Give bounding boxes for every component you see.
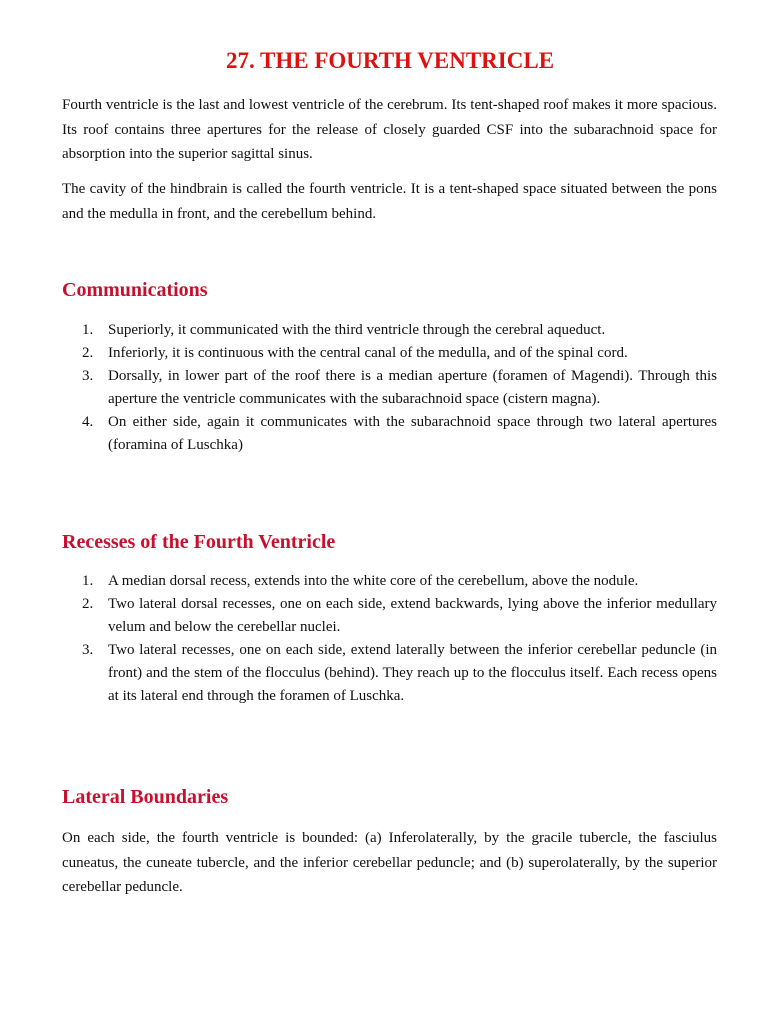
list-item-number: 3. [82,368,94,384]
list-item [62,570,717,593]
list-item [62,639,717,708]
list-item-text: Inferiorly, it is continuous with the central canal of the medulla, and of the spinal cord. [108,345,628,361]
list-item-number: 4. [82,414,94,430]
recesses-list [62,570,717,708]
list-item-text: Dorsally, in lower part of the roof there is a median aperture (foramen of Magendi). Through this aperture the ventricle communicates with the subarachnoid space (cistern magna). [108,368,717,407]
list-item-number: 1. [82,322,94,338]
communications-list [62,319,717,457]
recesses-heading: Recesses of the Fourth Ventricle [62,531,336,553]
lateral-boundaries-paragraph: On each side, the fourth ventricle is bounded: (a) Inferolaterally, by the gracile tubercle, the fasciulus cuneatus, the cuneate tubercle, and the inferior cerebellar peduncle; and (b) superolaterally, by the superior cerebellar peduncle. [62,830,717,895]
list-item [62,411,717,457]
intro-paragraph-2: The cavity of the hindbrain is called the fourth ventricle. It is a tent-shaped space situated between the pons and the medulla in front, and the cerebellum behind. [62,181,717,222]
list-item-number: 1. [82,573,94,589]
list-item-text: A median dorsal recess, extends into the white core of the cerebellum, above the nodule. [108,573,639,589]
list-item [62,593,717,639]
list-item-text: Two lateral dorsal recesses, one on each side, extend backwards, lying above the inferior medullary velum and below the cerebellar nuclei. [108,596,717,635]
page-title: 27. THE FOURTH VENTRICLE [225,48,555,73]
communications-heading: Communications [62,279,208,301]
intro-paragraph-1: Fourth ventricle is the last and lowest ventricle of the cerebrum. Its tent-shaped roof makes it more spacious. Its roof contains three apertures for the release of closely guarded CSF into the subarachnoid space for absorption into the superior sagittal sinus. [62,97,717,162]
list-item-number: 2. [82,596,94,612]
list-item-text: Superiorly, it communicated with the third ventricle through the cerebral aqueduct. [108,322,606,338]
list-item-text: On either side, again it communicates with the subarachnoid space through two lateral apertures (foramina of Luschka) [108,414,717,453]
list-item [62,319,717,342]
list-item-number: 2. [82,345,94,361]
list-item-text: Two lateral recesses, one on each side, extend laterally between the inferior cerebellar peduncle (in front) and the stem of the flocculus (behind). They reach up to the flocculus itself. Each recess opens at its lateral end through the foramen of Luschka. [108,642,717,704]
list-item [62,365,717,411]
lateral-boundaries-heading: Lateral Boundaries [62,786,229,808]
list-item [62,342,717,365]
list-item-number: 3. [82,642,94,658]
